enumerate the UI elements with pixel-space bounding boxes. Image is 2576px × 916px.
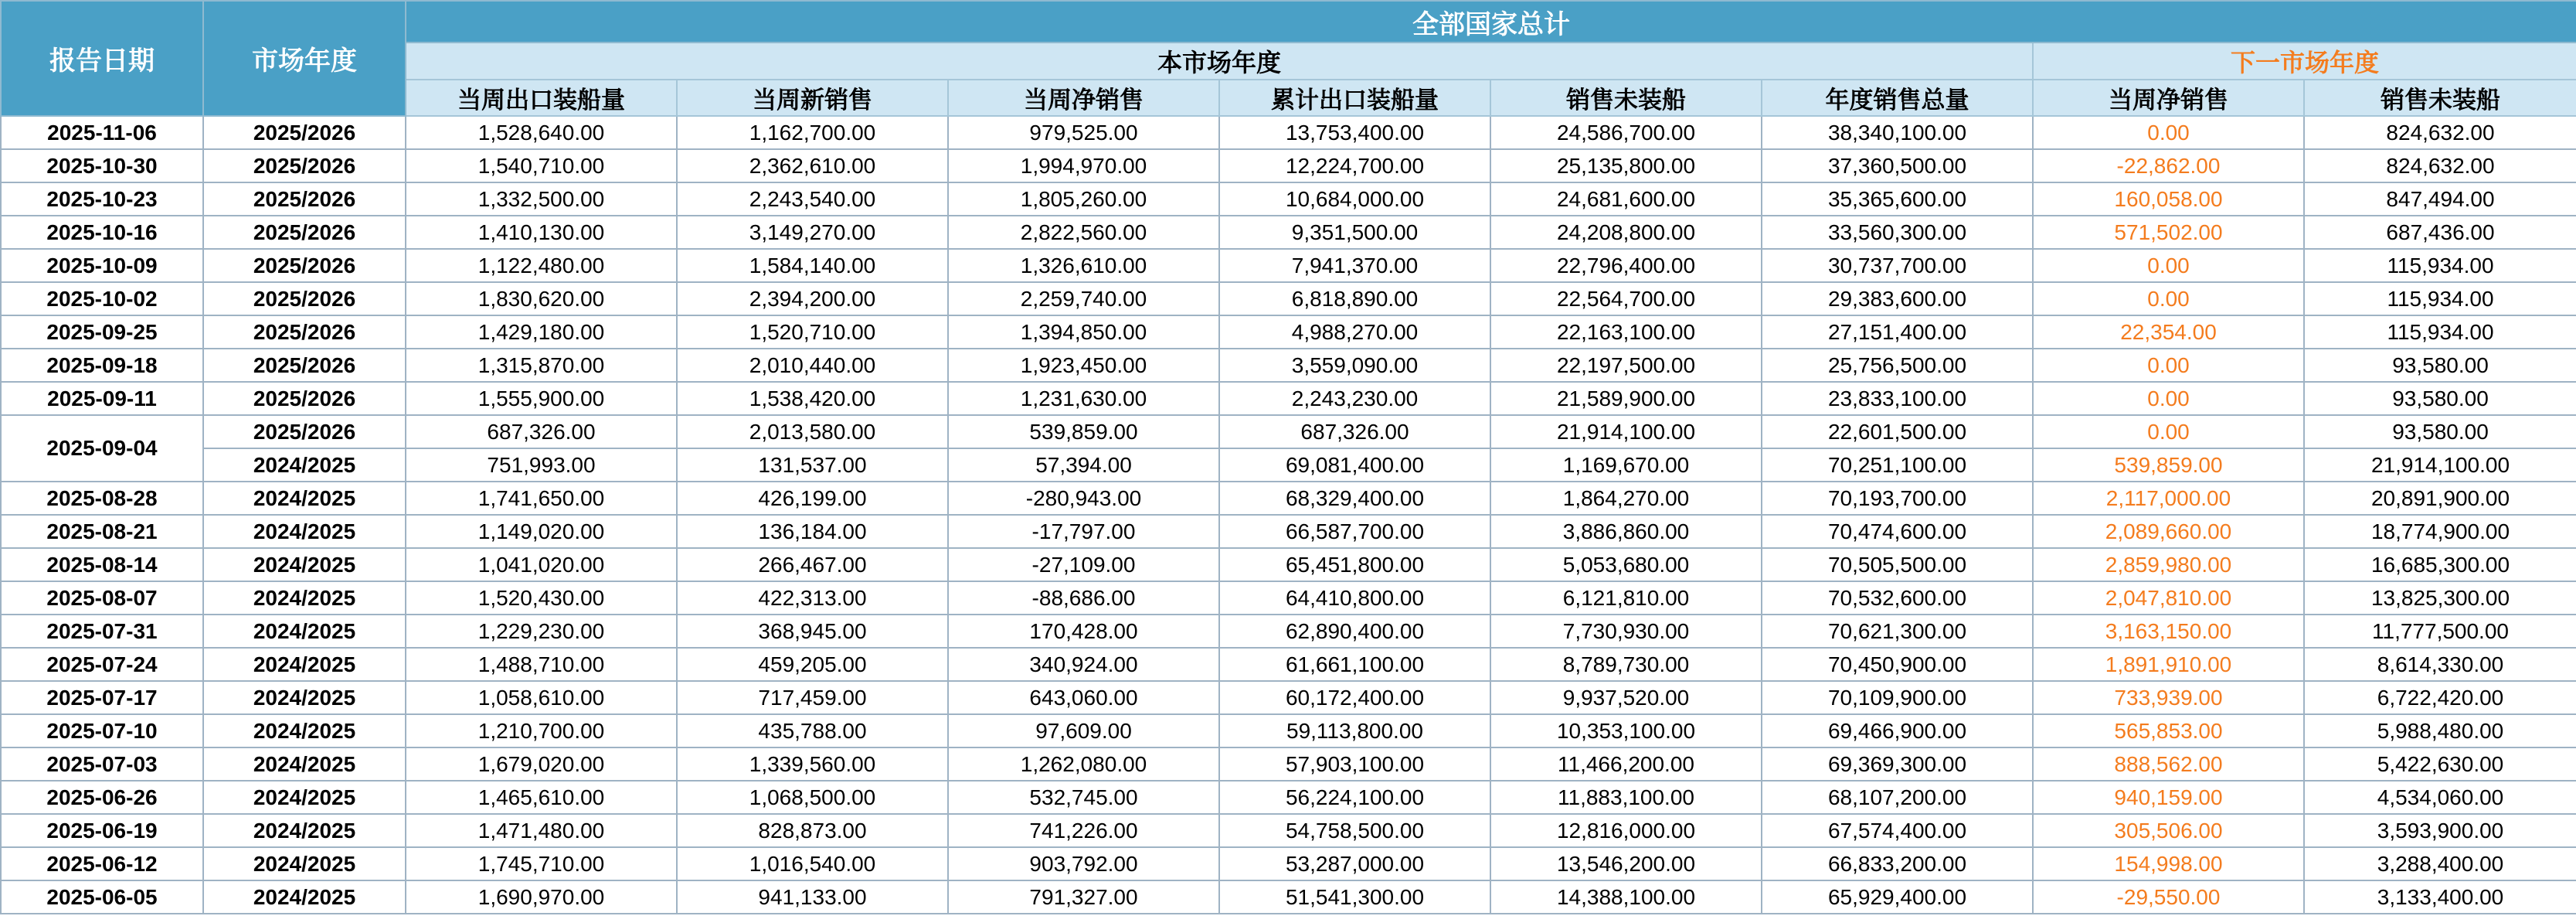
cell-report-date: 2025-10-30 [1,149,203,182]
cell-weekly-net-sales: -27,109.00 [948,548,1219,581]
cell-weekly-net-sales: 340,924.00 [948,648,1219,681]
cell-market-year: 2024/2025 [203,548,406,581]
cell-market-year: 2024/2025 [203,781,406,814]
table-row [1,847,2576,880]
cell-market-year: 2024/2025 [203,747,406,781]
cell-next-outstanding-sales: 824,632.00 [2304,149,2576,182]
cell-weekly-exports: 1,410,130.00 [406,216,677,249]
cell-weekly-net-sales: 1,805,260.00 [948,182,1219,216]
cell-next-outstanding-sales: 4,534,060.00 [2304,781,2576,814]
cell-next-outstanding-sales: 8,614,330.00 [2304,648,2576,681]
cell-cumulative-exports: 10,684,000.00 [1219,182,1490,216]
cell-total-commitments: 68,107,200.00 [1762,781,2033,814]
table-row [1,681,2576,714]
cell-outstanding-sales: 7,730,930.00 [1490,615,1762,648]
cell-cumulative-exports: 51,541,300.00 [1219,880,1490,914]
cell-report-date: 2025-07-03 [1,747,203,781]
cell-outstanding-sales: 1,864,270.00 [1490,482,1762,515]
cell-cumulative-exports: 6,818,890.00 [1219,282,1490,315]
cell-next-outstanding-sales: 824,632.00 [2304,116,2576,149]
column-header-total-commitments: 年度销售总量 [1762,80,2033,116]
cell-report-date: 2025-07-10 [1,714,203,747]
cell-weekly-exports: 1,471,480.00 [406,814,677,847]
table-row [1,282,2576,315]
table-row [1,349,2576,382]
column-header-outstanding-sales: 销售未装船 [1490,80,1762,116]
table-row [1,515,2576,548]
cell-report-date: 2025-09-11 [1,382,203,415]
cell-next-weekly-net-sales: 0.00 [2033,116,2304,149]
column-header-next-outstanding-sales: 销售未装船 [2304,80,2576,116]
cell-next-outstanding-sales: 20,891,900.00 [2304,482,2576,515]
cell-weekly-net-sales: 1,394,850.00 [948,315,1219,349]
cell-next-weekly-net-sales: -29,550.00 [2033,880,2304,914]
cell-weekly-net-sales: 741,226.00 [948,814,1219,847]
table-row [1,880,2576,914]
cell-next-weekly-net-sales: 0.00 [2033,349,2304,382]
cell-weekly-exports: 1,315,870.00 [406,349,677,382]
cell-weekly-exports: 1,745,710.00 [406,847,677,880]
cell-weekly-new-sales: 3,149,270.00 [677,216,948,249]
cell-outstanding-sales: 24,586,700.00 [1490,116,1762,149]
column-header-weekly-net-sales: 当周净销售 [948,80,1219,116]
cell-total-commitments: 23,833,100.00 [1762,382,2033,415]
cell-report-date: 2025-09-18 [1,349,203,382]
cell-cumulative-exports: 69,081,400.00 [1219,448,1490,482]
cell-weekly-exports: 1,429,180.00 [406,315,677,349]
cell-weekly-new-sales: 941,133.00 [677,880,948,914]
cell-next-outstanding-sales: 3,288,400.00 [2304,847,2576,880]
cell-report-date: 2025-09-04 [1,415,203,482]
cell-outstanding-sales: 24,208,800.00 [1490,216,1762,249]
cell-next-weekly-net-sales: -22,862.00 [2033,149,2304,182]
cell-outstanding-sales: 5,053,680.00 [1490,548,1762,581]
cell-next-weekly-net-sales: 2,089,660.00 [2033,515,2304,548]
header-report-date: 报告日期 [1,1,203,116]
cell-weekly-exports: 1,555,900.00 [406,382,677,415]
cell-total-commitments: 65,929,400.00 [1762,880,2033,914]
header-next-market-year: 下一市场年度 [2033,43,2576,80]
cell-weekly-new-sales: 266,467.00 [677,548,948,581]
cell-next-outstanding-sales: 11,777,500.00 [2304,615,2576,648]
cell-market-year: 2024/2025 [203,681,406,714]
cell-market-year: 2025/2026 [203,149,406,182]
cell-weekly-new-sales: 368,945.00 [677,615,948,648]
cell-total-commitments: 69,466,900.00 [1762,714,2033,747]
cell-report-date: 2025-11-06 [1,116,203,149]
cell-cumulative-exports: 54,758,500.00 [1219,814,1490,847]
table-row [1,116,2576,149]
cell-cumulative-exports: 62,890,400.00 [1219,615,1490,648]
cell-weekly-net-sales: -280,943.00 [948,482,1219,515]
cell-next-outstanding-sales: 5,422,630.00 [2304,747,2576,781]
cell-weekly-exports: 1,149,020.00 [406,515,677,548]
cell-total-commitments: 66,833,200.00 [1762,847,2033,880]
cell-next-weekly-net-sales: 0.00 [2033,249,2304,282]
cell-cumulative-exports: 64,410,800.00 [1219,581,1490,615]
cell-next-weekly-net-sales: 0.00 [2033,382,2304,415]
cell-cumulative-exports: 59,113,800.00 [1219,714,1490,747]
table-row [1,382,2576,415]
cell-outstanding-sales: 9,937,520.00 [1490,681,1762,714]
cell-next-weekly-net-sales: 2,117,000.00 [2033,482,2304,515]
table-row [1,814,2576,847]
cell-market-year: 2025/2026 [203,315,406,349]
cell-weekly-exports: 1,528,640.00 [406,116,677,149]
cell-total-commitments: 29,383,600.00 [1762,282,2033,315]
cell-outstanding-sales: 6,121,810.00 [1490,581,1762,615]
cell-weekly-new-sales: 1,520,710.00 [677,315,948,349]
cell-report-date: 2025-10-02 [1,282,203,315]
cell-weekly-new-sales: 459,205.00 [677,648,948,681]
cell-cumulative-exports: 2,243,230.00 [1219,382,1490,415]
cell-cumulative-exports: 3,559,090.00 [1219,349,1490,382]
cell-weekly-new-sales: 136,184.00 [677,515,948,548]
cell-market-year: 2024/2025 [203,482,406,515]
cell-outstanding-sales: 21,914,100.00 [1490,415,1762,448]
cell-weekly-new-sales: 828,873.00 [677,814,948,847]
cell-next-weekly-net-sales: 0.00 [2033,415,2304,448]
cell-report-date: 2025-08-28 [1,482,203,515]
cell-total-commitments: 70,193,700.00 [1762,482,2033,515]
cell-next-outstanding-sales: 687,436.00 [2304,216,2576,249]
table-body [1,116,2576,914]
cell-weekly-new-sales: 2,013,580.00 [677,415,948,448]
cell-market-year: 2024/2025 [203,714,406,747]
cell-next-weekly-net-sales: 940,159.00 [2033,781,2304,814]
column-header-cumulative-exports: 累计出口装船量 [1219,80,1490,116]
cell-next-weekly-net-sales: 3,163,150.00 [2033,615,2304,648]
cell-cumulative-exports: 13,753,400.00 [1219,116,1490,149]
cell-report-date: 2025-09-25 [1,315,203,349]
column-header-weekly-exports: 当周出口装船量 [406,80,677,116]
cell-report-date: 2025-10-09 [1,249,203,282]
cell-total-commitments: 70,109,900.00 [1762,681,2033,714]
cell-outstanding-sales: 22,197,500.00 [1490,349,1762,382]
cell-weekly-net-sales: 643,060.00 [948,681,1219,714]
cell-cumulative-exports: 66,587,700.00 [1219,515,1490,548]
cell-cumulative-exports: 687,326.00 [1219,415,1490,448]
table-row [1,781,2576,814]
table-row [1,648,2576,681]
cell-weekly-new-sales: 1,538,420.00 [677,382,948,415]
cell-cumulative-exports: 65,451,800.00 [1219,548,1490,581]
cell-next-weekly-net-sales: 2,047,810.00 [2033,581,2304,615]
table-row [1,249,2576,282]
cell-next-weekly-net-sales: 154,998.00 [2033,847,2304,880]
cell-weekly-new-sales: 1,162,700.00 [677,116,948,149]
cell-report-date: 2025-08-14 [1,548,203,581]
cell-next-outstanding-sales: 18,774,900.00 [2304,515,2576,548]
cell-weekly-net-sales: 1,231,630.00 [948,382,1219,415]
cell-market-year: 2024/2025 [203,515,406,548]
cell-total-commitments: 38,340,100.00 [1762,116,2033,149]
cell-weekly-exports: 1,122,480.00 [406,249,677,282]
cell-outstanding-sales: 10,353,100.00 [1490,714,1762,747]
cell-weekly-net-sales: 97,609.00 [948,714,1219,747]
column-header-weekly-new-sales: 当周新销售 [677,80,948,116]
cell-weekly-exports: 1,520,430.00 [406,581,677,615]
cell-weekly-net-sales: 1,326,610.00 [948,249,1219,282]
cell-next-weekly-net-sales: 733,939.00 [2033,681,2304,714]
cell-weekly-net-sales: 1,262,080.00 [948,747,1219,781]
cell-weekly-net-sales: 1,923,450.00 [948,349,1219,382]
header-this-market-year: 本市场年度 [406,43,2033,80]
cell-next-weekly-net-sales: 539,859.00 [2033,448,2304,482]
cell-outstanding-sales: 12,816,000.00 [1490,814,1762,847]
cell-next-outstanding-sales: 6,722,420.00 [2304,681,2576,714]
cell-next-outstanding-sales: 847,494.00 [2304,182,2576,216]
cell-next-weekly-net-sales: 160,058.00 [2033,182,2304,216]
cell-outstanding-sales: 11,466,200.00 [1490,747,1762,781]
cell-weekly-net-sales: 979,525.00 [948,116,1219,149]
cell-next-outstanding-sales: 93,580.00 [2304,349,2576,382]
cell-outstanding-sales: 22,796,400.00 [1490,249,1762,282]
cell-weekly-exports: 687,326.00 [406,415,677,448]
cell-report-date: 2025-06-26 [1,781,203,814]
cell-weekly-net-sales: 2,822,560.00 [948,216,1219,249]
cell-market-year: 2024/2025 [203,448,406,482]
cell-market-year: 2025/2026 [203,415,406,448]
table-row [1,714,2576,747]
cell-outstanding-sales: 25,135,800.00 [1490,149,1762,182]
cell-market-year: 2025/2026 [203,216,406,249]
cell-report-date: 2025-08-07 [1,581,203,615]
cell-report-date: 2025-10-16 [1,216,203,249]
cell-outstanding-sales: 8,789,730.00 [1490,648,1762,681]
cell-market-year: 2025/2026 [203,282,406,315]
cell-weekly-new-sales: 2,010,440.00 [677,349,948,382]
cell-weekly-net-sales: -88,686.00 [948,581,1219,615]
cell-cumulative-exports: 56,224,100.00 [1219,781,1490,814]
table-row [1,182,2576,216]
cell-outstanding-sales: 13,546,200.00 [1490,847,1762,880]
cell-weekly-exports: 1,041,020.00 [406,548,677,581]
cell-cumulative-exports: 61,661,100.00 [1219,648,1490,681]
cell-next-weekly-net-sales: 0.00 [2033,282,2304,315]
cell-total-commitments: 27,151,400.00 [1762,315,2033,349]
cell-next-outstanding-sales: 21,914,100.00 [2304,448,2576,482]
cell-market-year: 2024/2025 [203,847,406,880]
cell-next-outstanding-sales: 3,593,900.00 [2304,814,2576,847]
cell-weekly-net-sales: 2,259,740.00 [948,282,1219,315]
cell-market-year: 2024/2025 [203,880,406,914]
cell-weekly-exports: 1,332,500.00 [406,182,677,216]
cell-total-commitments: 70,532,600.00 [1762,581,2033,615]
cell-outstanding-sales: 14,388,100.00 [1490,880,1762,914]
table-row [1,149,2576,182]
cell-cumulative-exports: 7,941,370.00 [1219,249,1490,282]
cell-weekly-new-sales: 1,584,140.00 [677,249,948,282]
cell-weekly-new-sales: 2,362,610.00 [677,149,948,182]
cell-next-outstanding-sales: 115,934.00 [2304,315,2576,349]
cell-weekly-new-sales: 1,339,560.00 [677,747,948,781]
cell-total-commitments: 67,574,400.00 [1762,814,2033,847]
cell-weekly-exports: 1,741,650.00 [406,482,677,515]
cell-weekly-exports: 1,465,610.00 [406,781,677,814]
cell-total-commitments: 22,601,500.00 [1762,415,2033,448]
cell-outstanding-sales: 22,564,700.00 [1490,282,1762,315]
header-market-year: 市场年度 [203,1,406,116]
cell-weekly-exports: 1,058,610.00 [406,681,677,714]
table-row [1,482,2576,515]
cell-cumulative-exports: 53,287,000.00 [1219,847,1490,880]
cell-total-commitments: 35,365,600.00 [1762,182,2033,216]
cell-total-commitments: 70,251,100.00 [1762,448,2033,482]
cell-report-date: 2025-07-24 [1,648,203,681]
cell-report-date: 2025-06-19 [1,814,203,847]
cell-weekly-net-sales: -17,797.00 [948,515,1219,548]
cell-next-outstanding-sales: 13,825,300.00 [2304,581,2576,615]
cell-next-outstanding-sales: 3,133,400.00 [2304,880,2576,914]
cell-weekly-exports: 1,690,970.00 [406,880,677,914]
cell-report-date: 2025-06-05 [1,880,203,914]
cell-report-date: 2025-07-31 [1,615,203,648]
table-row [1,415,2576,448]
cell-market-year: 2025/2026 [203,249,406,282]
table-row [1,581,2576,615]
cell-weekly-exports: 1,830,620.00 [406,282,677,315]
cell-cumulative-exports: 60,172,400.00 [1219,681,1490,714]
cell-next-weekly-net-sales: 565,853.00 [2033,714,2304,747]
cell-weekly-new-sales: 426,199.00 [677,482,948,515]
cell-next-weekly-net-sales: 2,859,980.00 [2033,548,2304,581]
cell-next-outstanding-sales: 93,580.00 [2304,382,2576,415]
table-row [1,315,2576,349]
cell-total-commitments: 37,360,500.00 [1762,149,2033,182]
cell-weekly-exports: 1,229,230.00 [406,615,677,648]
cell-weekly-new-sales: 717,459.00 [677,681,948,714]
table-row [1,448,2576,482]
cell-weekly-new-sales: 1,016,540.00 [677,847,948,880]
cell-market-year: 2025/2026 [203,349,406,382]
cell-weekly-net-sales: 791,327.00 [948,880,1219,914]
cell-next-outstanding-sales: 5,988,480.00 [2304,714,2576,747]
cell-total-commitments: 25,756,500.00 [1762,349,2033,382]
cell-weekly-new-sales: 1,068,500.00 [677,781,948,814]
cell-total-commitments: 30,737,700.00 [1762,249,2033,282]
cell-report-date: 2025-07-17 [1,681,203,714]
cell-market-year: 2025/2026 [203,116,406,149]
cell-market-year: 2024/2025 [203,615,406,648]
table-row [1,615,2576,648]
table-row [1,216,2576,249]
cell-market-year: 2024/2025 [203,581,406,615]
cell-weekly-net-sales: 539,859.00 [948,415,1219,448]
cell-outstanding-sales: 24,681,600.00 [1490,182,1762,216]
cell-cumulative-exports: 12,224,700.00 [1219,149,1490,182]
cell-outstanding-sales: 21,589,900.00 [1490,382,1762,415]
cell-weekly-net-sales: 57,394.00 [948,448,1219,482]
cell-market-year: 2025/2026 [203,382,406,415]
cell-total-commitments: 33,560,300.00 [1762,216,2033,249]
cell-weekly-exports: 1,679,020.00 [406,747,677,781]
cell-weekly-new-sales: 2,394,200.00 [677,282,948,315]
cell-next-weekly-net-sales: 571,502.00 [2033,216,2304,249]
cell-weekly-net-sales: 903,792.00 [948,847,1219,880]
cell-weekly-new-sales: 131,537.00 [677,448,948,482]
cell-cumulative-exports: 9,351,500.00 [1219,216,1490,249]
cell-outstanding-sales: 3,886,860.00 [1490,515,1762,548]
cell-weekly-net-sales: 1,994,970.00 [948,149,1219,182]
header-all-countries-total: 全部国家总计 [406,1,2576,43]
cell-market-year: 2025/2026 [203,182,406,216]
cell-next-weekly-net-sales: 1,891,910.00 [2033,648,2304,681]
cell-next-outstanding-sales: 93,580.00 [2304,415,2576,448]
cell-next-outstanding-sales: 115,934.00 [2304,249,2576,282]
cell-weekly-new-sales: 422,313.00 [677,581,948,615]
cell-report-date: 2025-10-23 [1,182,203,216]
cell-report-date: 2025-08-21 [1,515,203,548]
cell-next-weekly-net-sales: 305,506.00 [2033,814,2304,847]
cell-report-date: 2025-06-12 [1,847,203,880]
cell-total-commitments: 69,369,300.00 [1762,747,2033,781]
cell-weekly-exports: 751,993.00 [406,448,677,482]
cell-cumulative-exports: 4,988,270.00 [1219,315,1490,349]
cell-next-outstanding-sales: 115,934.00 [2304,282,2576,315]
cell-weekly-new-sales: 2,243,540.00 [677,182,948,216]
cell-weekly-net-sales: 532,745.00 [948,781,1219,814]
cell-weekly-net-sales: 170,428.00 [948,615,1219,648]
cell-cumulative-exports: 57,903,100.00 [1219,747,1490,781]
cell-outstanding-sales: 11,883,100.00 [1490,781,1762,814]
table-row [1,747,2576,781]
cell-weekly-exports: 1,540,710.00 [406,149,677,182]
cell-market-year: 2024/2025 [203,814,406,847]
cell-outstanding-sales: 1,169,670.00 [1490,448,1762,482]
cell-next-outstanding-sales: 16,685,300.00 [2304,548,2576,581]
cell-total-commitments: 70,621,300.00 [1762,615,2033,648]
cell-weekly-exports: 1,210,700.00 [406,714,677,747]
cell-weekly-new-sales: 435,788.00 [677,714,948,747]
cell-market-year: 2024/2025 [203,648,406,681]
cell-next-weekly-net-sales: 22,354.00 [2033,315,2304,349]
column-header-next-weekly-net-sales: 当周净销售 [2033,80,2304,116]
cell-total-commitments: 70,450,900.00 [1762,648,2033,681]
cell-weekly-exports: 1,488,710.00 [406,648,677,681]
table-row [1,548,2576,581]
cell-next-weekly-net-sales: 888,562.00 [2033,747,2304,781]
cell-cumulative-exports: 68,329,400.00 [1219,482,1490,515]
cell-total-commitments: 70,474,600.00 [1762,515,2033,548]
cell-outstanding-sales: 22,163,100.00 [1490,315,1762,349]
cell-total-commitments: 70,505,500.00 [1762,548,2033,581]
